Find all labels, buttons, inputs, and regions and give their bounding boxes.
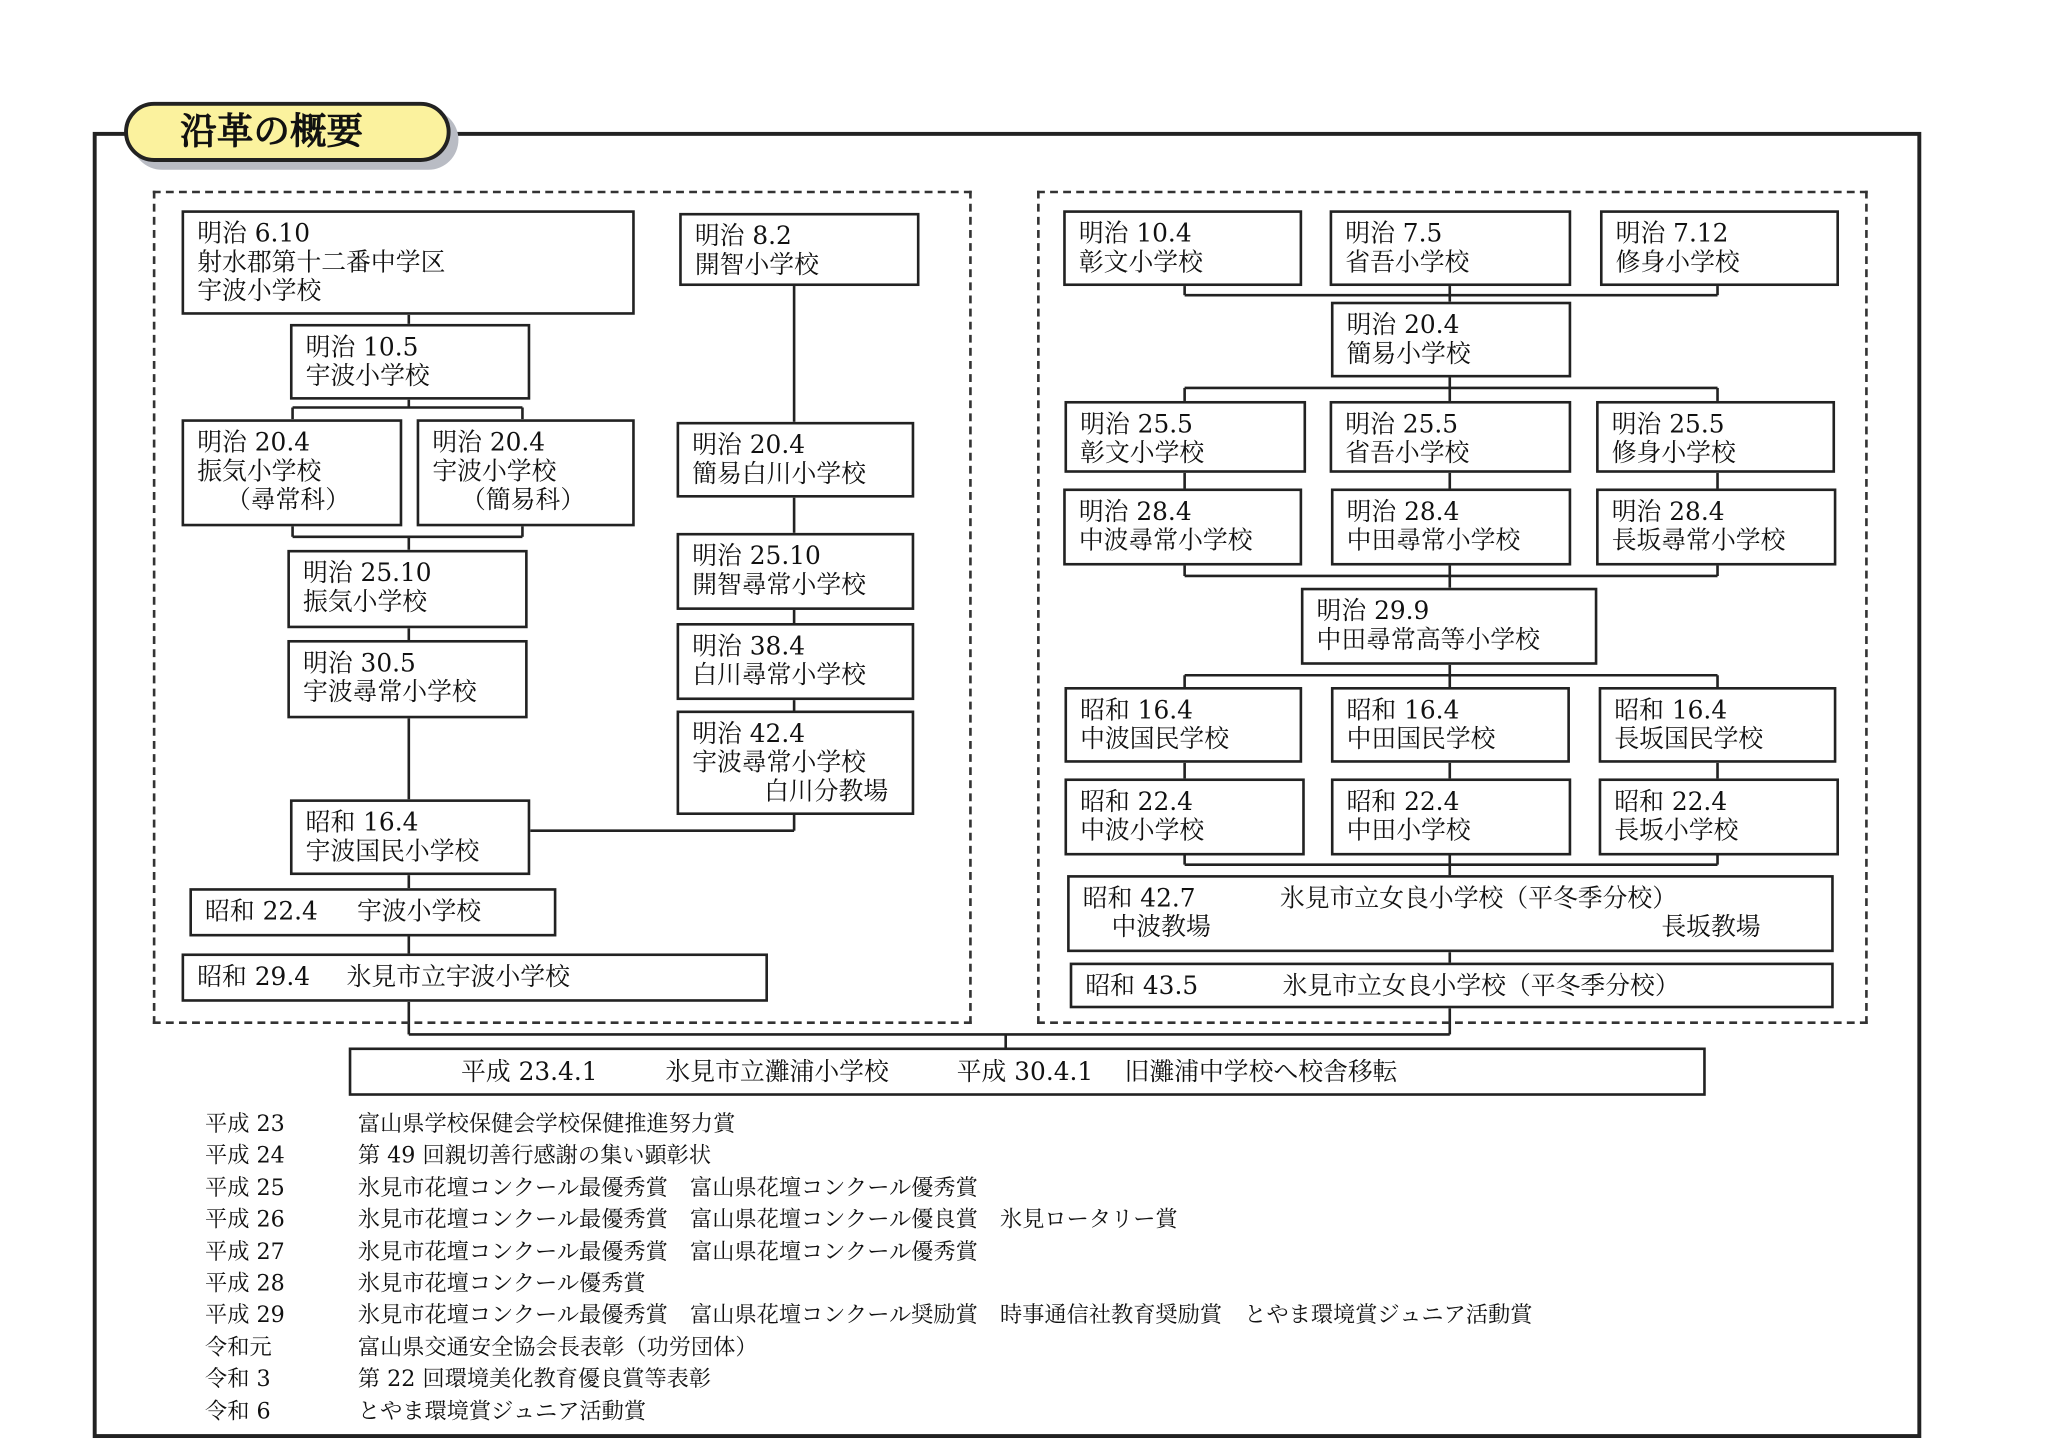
school-box-shirakawa-jinjo: 明治 38.4 白川尋常小学校 xyxy=(677,623,915,700)
school-box-kaichi: 明治 8.2 開智小学校 xyxy=(679,213,919,286)
school-box-nakata-kokumin: 昭和 16.4 中田国民学校 xyxy=(1331,687,1570,763)
school-box-shushin-meiji-25: 明治 25.5 修身小学校 xyxy=(1596,401,1835,473)
school-box-kani-meiji-20: 明治 20.4 簡易小学校 xyxy=(1331,302,1571,378)
school-box-uha-showa-22: 昭和 22.4 宇波小学校 xyxy=(189,888,556,936)
school-box-nakanami-kokumin: 昭和 16.4 中波国民学校 xyxy=(1064,687,1302,763)
school-box-shogo-meiji-7: 明治 7.5 省吾小学校 xyxy=(1330,210,1572,286)
school-box-nagasaka-jinjo: 明治 28.4 長坂尋常小学校 xyxy=(1596,488,1836,565)
school-box-nakata-showa-22: 昭和 22.4 中田小学校 xyxy=(1331,778,1571,855)
school-box-shushin-meiji-7: 明治 7.12 修身小学校 xyxy=(1600,210,1839,286)
school-box-nagasaka-kokumin: 昭和 16.4 長坂国民学校 xyxy=(1599,687,1837,763)
school-box-mera-branch-1968: 昭和 43.5 氷見市立女良小学校（平冬季分校） xyxy=(1070,963,1834,1009)
school-box-himi-uha: 昭和 29.4 氷見市立宇波小学校 xyxy=(182,953,768,1001)
school-box-nakanami-jinjo: 明治 28.4 中波尋常小学校 xyxy=(1063,488,1302,565)
school-box-kaichi-jinjo: 明治 25.10 開智尋常小学校 xyxy=(677,533,915,610)
school-box-uha-kani: 明治 20.4 宇波小学校 （簡易科） xyxy=(417,419,635,526)
school-box-shirakawa-bunkyojo: 明治 42.4 宇波尋常小学校 白川分教場 xyxy=(677,711,915,815)
page-title: 沿革の概要 xyxy=(124,102,451,162)
school-box-uha-jinjo: 明治 30.5 宇波尋常小学校 xyxy=(287,640,527,718)
school-box-nadaura: 平成 23.4.1 氷見市立灘浦小学校 平成 30.4.1 旧灘浦中学校へ校舎移転 xyxy=(349,1047,1706,1095)
school-box-uha-meiji-10: 明治 10.5 宇波小学校 xyxy=(290,324,530,400)
school-box-shinki-jinjo: 明治 20.4 振気小学校 （尋常科） xyxy=(182,419,403,526)
history-diagram: 沿革の概要 明治 6.10 射水郡第十二番中学区 宇波小学校 明治 10.5 宇波小学校 明治 20.4 振気小学校 （尋常科） 明治 20.4 宇波小学校 （簡易科） 明治 25.10 振気小学校 明治 30.5 宇波尋常小学校 明治 8.2 開智小学校 明治 20.4 簡易白川小学校 明治 25.10 開智尋常小学校 明治 38.4 白川尋常小学校 明治 42.4 宇波尋常小学校 白川分教場 昭和 16.4 宇波国民小学校 昭和 22.4 宇波小学校 昭和 29.4 氷見市立宇波小学校 明治 10.4 彰文小学校 明治 7.5 省吾小学校 明治 7.12 修身小学校 明治 20.4 簡易小学校 明治 25.5 彰文小学校 明治 25.5 省吾小学校 明治 25.5 修身小学校 明治 28.4 中波尋常小学校 明治 28.4 中田尋常小学校 明治 28.4 長坂尋常小学校 明治 29.9 中田尋常高等小学校 昭和 16.4 中波国民学校 昭和 16.4 中田国民学校 昭和 16.4 長坂国民学校 昭和 22.4 中波小学校 昭和 22.4 中田小学校 昭和 22.4 長坂小学校 昭和 42.7 氷見市立女良小学校（平冬季分校） 中波教場 長坂教場 昭和 43.5 氷見市立女良小学校（平冬季分校） 平成 23.4.1 氷見市立灘浦小学校 平成 30.4.1 旧灘浦中学校へ校舎移転 平成 23 富山県学校保健会学校保健推進努力賞 平成 24 第 49 回親切善行感謝の集い顕彰状 平成 25 氷見市花壇コンクール最優秀賞 富山県花壇コンクール優秀賞 平成 26 氷見市花壇コンクール最優秀賞 富山県花壇コンクール優良賞 氷見ロータリー賞 平成 27 氷見市花壇コンクール最優秀賞 富山県花壇コンクール優秀賞 平成 28 氷見市花壇コンクール優秀賞 平成 29 氷見市花壇コンクール最優秀賞 富山県花壇コンクール奨励賞 時事通信社教育奨励賞 とやま環境賞ジュニア活動賞 令和元 富山県交通安全協会長表彰（功労団体） 令和 3 第 22 回環境美化教育優良賞等表彰 令和 6 とやま環境賞ジュニア活動賞 xyxy=(0,0,2048,1446)
school-box-nakanami-showa-22: 昭和 22.4 中波小学校 xyxy=(1064,778,1304,855)
school-box-shinki-meiji-25: 明治 25.10 振気小学校 xyxy=(287,550,527,628)
school-box-nakata-koto: 明治 29.9 中田尋常高等小学校 xyxy=(1301,588,1597,665)
school-box-nakata-jinjo: 明治 28.4 中田尋常小学校 xyxy=(1331,488,1571,565)
school-box-shobun-meiji-10: 明治 10.4 彰文小学校 xyxy=(1063,210,1302,286)
school-box-shobun-meiji-25: 明治 25.5 彰文小学校 xyxy=(1064,401,1306,473)
school-box-shogo-meiji-25: 明治 25.5 省吾小学校 xyxy=(1330,401,1572,473)
school-box-nagasaka-showa-22: 昭和 22.4 長坂小学校 xyxy=(1599,778,1839,855)
school-box-mera-branch-1967: 昭和 42.7 氷見市立女良小学校（平冬季分校） 中波教場 長坂教場 xyxy=(1067,875,1834,952)
school-box-uha-kokumin: 昭和 16.4 宇波国民小学校 xyxy=(290,799,530,875)
school-box-uha-meiji-6: 明治 6.10 射水郡第十二番中学区 宇波小学校 xyxy=(182,210,635,314)
school-box-kani-shirakawa: 明治 20.4 簡易白川小学校 xyxy=(677,422,915,498)
